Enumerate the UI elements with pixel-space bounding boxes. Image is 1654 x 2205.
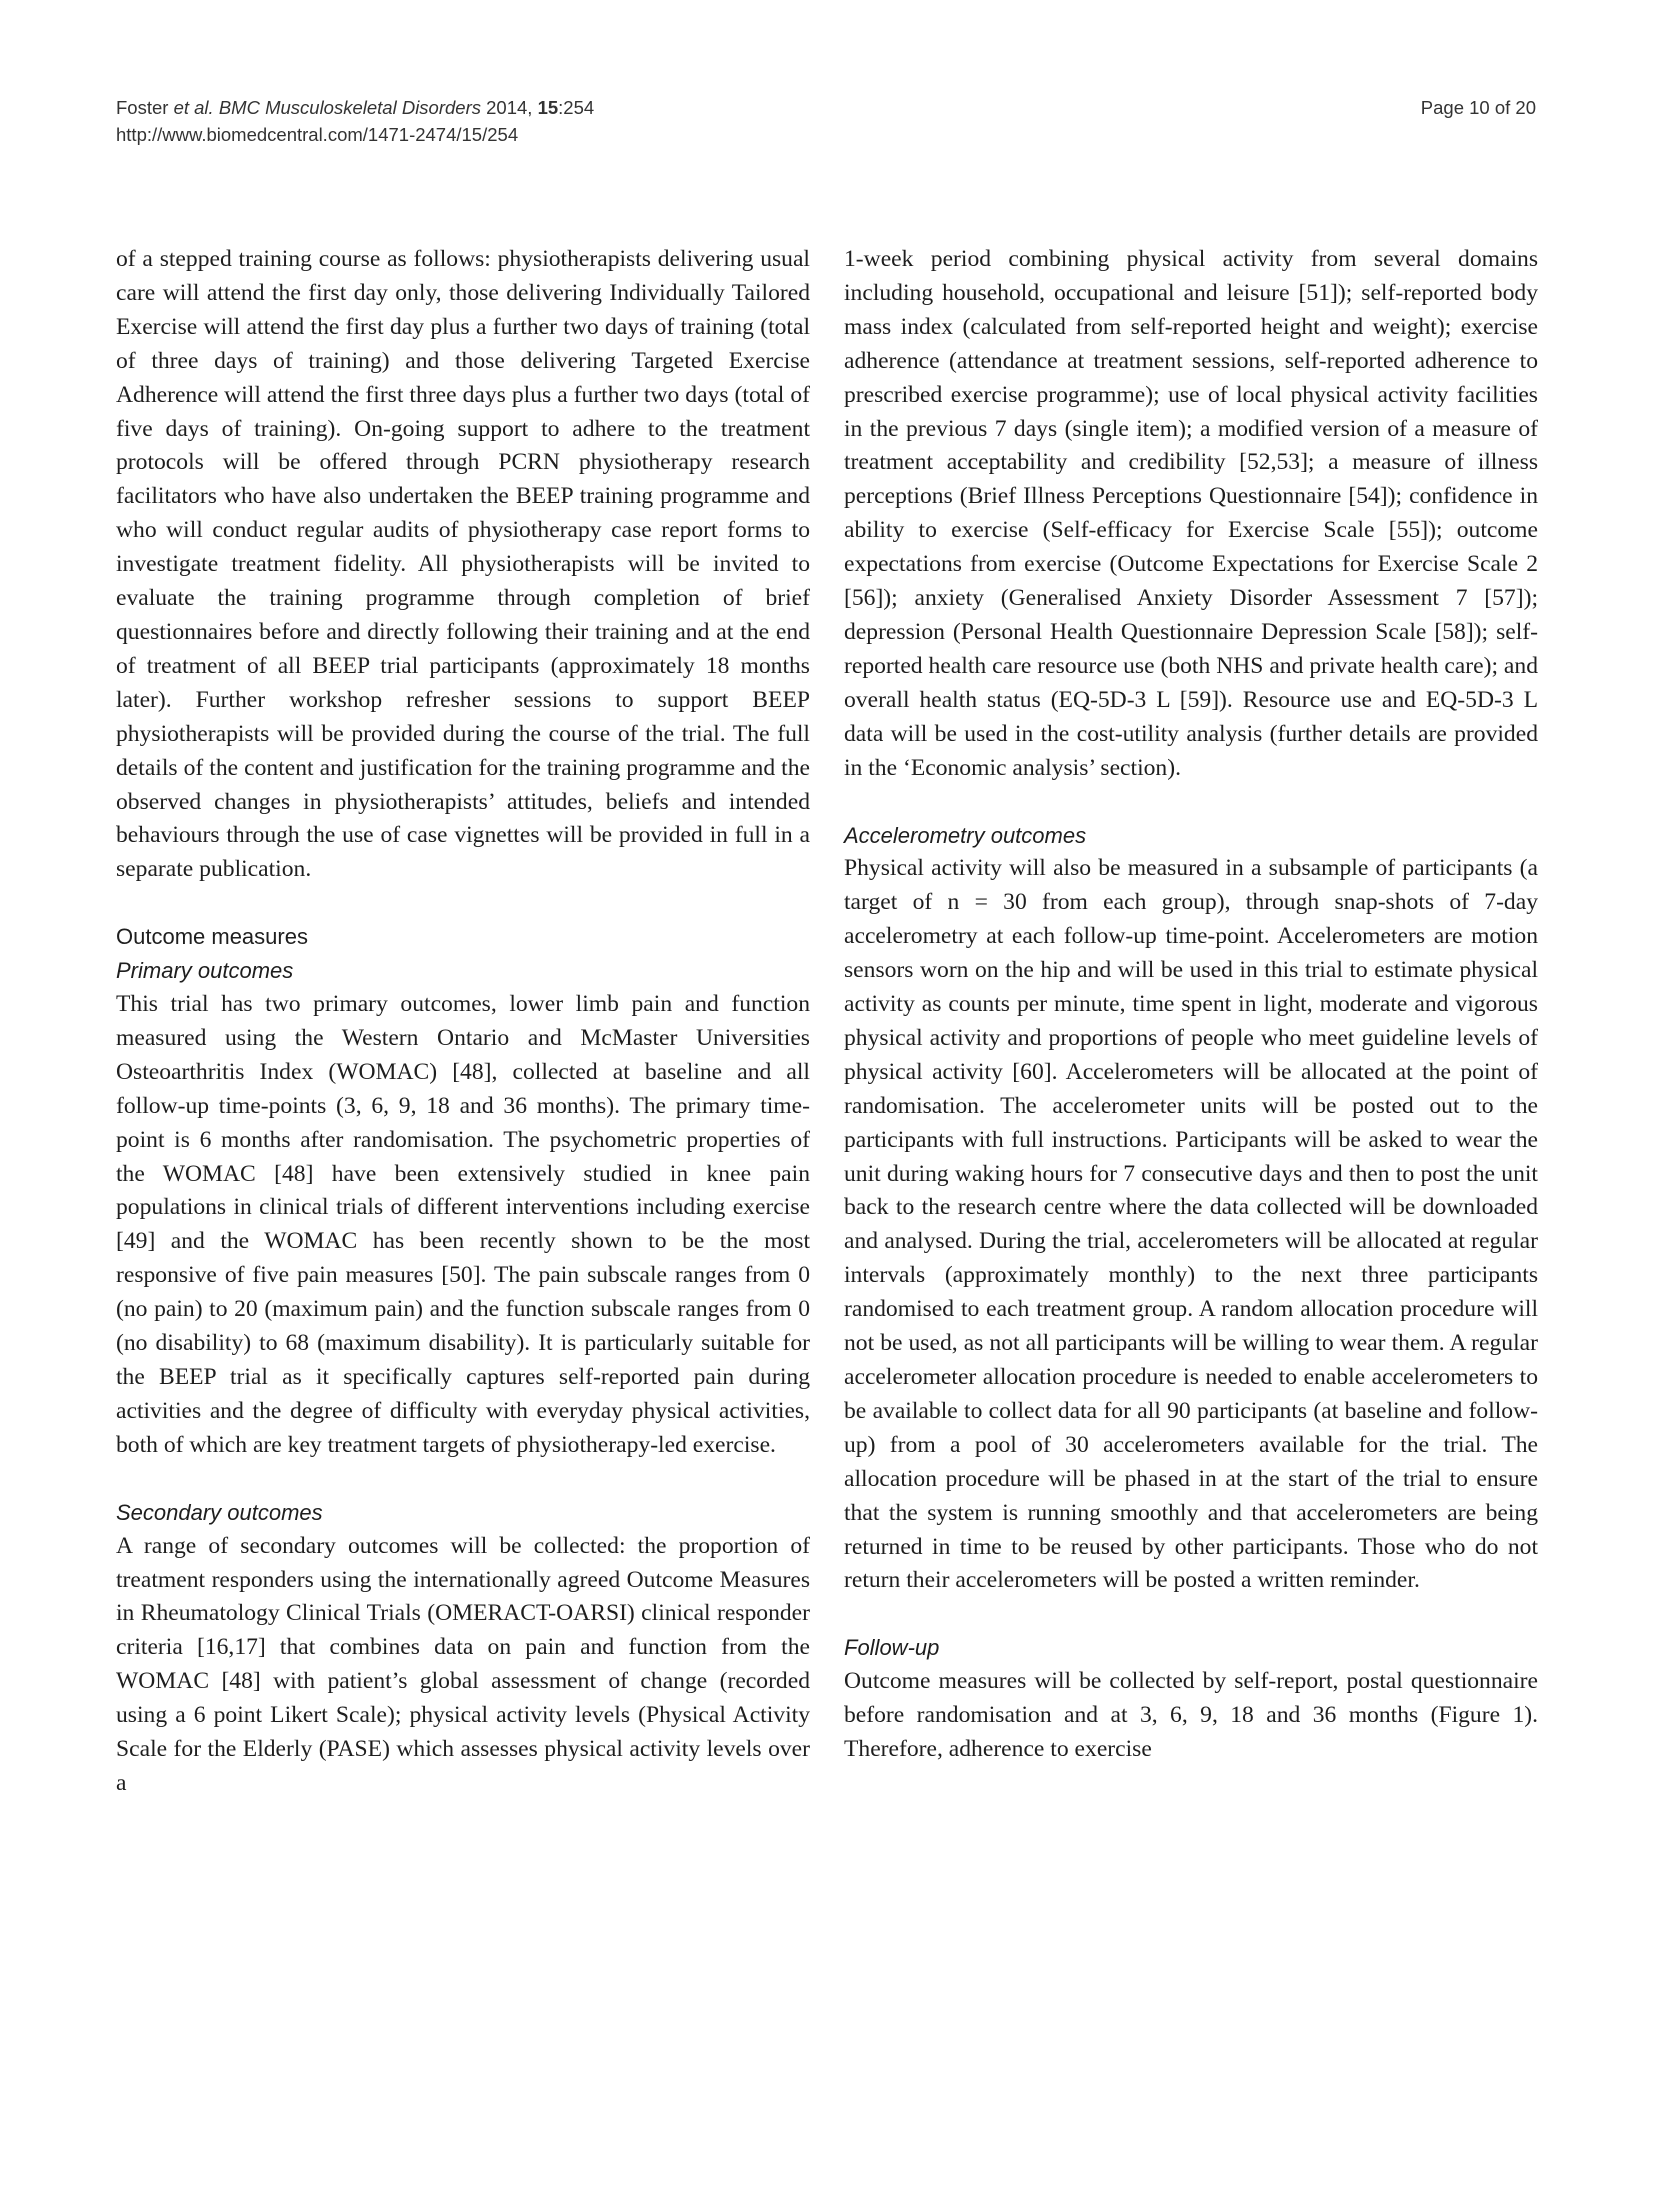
secondary-outcomes-heading: Secondary outcomes	[116, 1499, 323, 1525]
article-number: :254	[558, 97, 595, 118]
citation-block	[116, 94, 1016, 148]
publication-year: 2014,	[481, 97, 538, 118]
outcome-measures-heading: Outcome measures	[116, 924, 308, 950]
journal-name: BMC Musculoskeletal Disorders	[213, 97, 481, 118]
accelerometry-paragraph: Physical activity will also be measured in a subsample of participants (a target of n = 30 from each group), through snap-shots of 7-day accelerometry at each follow-up time-point. Accelerometers are motion sensors worn on the hip and will be used in this trial to estimate physical activity as counts per minute, time spent in light, moderate and vigorous physical activity and proportions of people who meet guideline levels of physical activity [60]. Accelerometers will be allocated at the point of randomisation. The accelerometer units will be posted out to the participants with full instructions. Participants will be asked to wear the unit during waking hours for 7 consecutive days and then to post the unit back to the research centre where the data collected will be downloaded and analysed. During the trial, accelerometers will be allocated at regular intervals (approximately monthly) to the next three participants randomised to each treatment group. A random allocation procedure will not be used, as not all participants will be willing to wear them. A regular accelerometer allocation procedure is needed to enable accelerometers to be available to collect data for all 90 participants (at baseline and follow-up) from a pool of 30 accelerometers available for the trial. The allocation procedure will be phased in at the start of the trial to ensure that the system is running smoothly and that accelerometers are being returned in time to be reused by other participants. Those who do not return their accelerometers will be posted a written reminder.	[844, 855, 1538, 1594]
primary-outcomes-heading: Primary outcomes	[116, 958, 294, 984]
follow-up-heading: Follow-up	[844, 1635, 940, 1661]
article-url[interactable]: http://www.biomedcentral.com/1471-2474/15/254	[116, 124, 519, 145]
follow-up-paragraph: Outcome measures will be collected by self-report, postal questionnaire before randomisation and at 3, 6, 9, 18 and 36 months (Figure 1). Therefore, adherence to exercise	[844, 1668, 1538, 1763]
secondary-outcomes-paragraph: A range of secondary outcomes will be collected: the proportion of treatment responders using the internationally agreed Outcome Measures in Rheumatology Clinical Trials (OMERACT-OARSI) clinical responder criteria [16,17] that combines data on pain and function from the WOMAC [48] with patient’s global assessment of change (recorded using a 6 point Likert Scale); physical activity levels (Physical Activity Scale for the Elderly (PASE) which assesses physical activity levels over a	[116, 1532, 810, 1796]
primary-outcomes-paragraph: This trial has two primary outcomes, lower limb pain and function measured using the Western Ontario and McMaster Universities Osteoarthritis Index (WOMAC) [48], collected at baseline and all follow-up time-points (3, 6, 9, 18 and 36 months). The primary time-point is 6 months after randomisation. The psychometric properties of the WOMAC [48] have been extensively studied in knee pain populations in clinical trials of different interventions including exercise [49] and the WOMAC has been recently shown to be the most responsive of five pain measures [50]. The pain subscale ranges from 0 (no pain) to 20 (maximum pain) and the function subscale ranges from 0 (no disability) to 68 (maximum disability). It is particularly suitable for the BEEP trial as it specifically captures self-reported pain during activities and the degree of difficulty with everyday physical activities, both of which are key treatment targets of physiotherapy-led exercise.	[116, 991, 810, 1458]
secondary-outcomes-continued-paragraph: 1-week period combining physical activity from several domains including household, occupational and leisure [51]); self-reported body mass index (calculated from self-reported height and weight); exercise adherence (attendance at treatment sessions, self-reported adherence to prescribed exercise programme); use of local physical activity facilities in the previous 7 days (single item); a modified version of a measure of treatment acceptability and credibility [52,53]; a measure of illness perceptions (Brief Illness Perceptions Questionnaire [54]); confidence in ability to exercise (Self-efficacy for Exercise Scale [55]); outcome expectations from exercise (Outcome Expectations for Exercise Scale 2 [56]); anxiety (Generalised Anxiety Disorder Assessment 7 [57]); depression (Personal Health Questionnaire Depression Scale [58]); self-reported health care resource use (both NHS and private health care); and overall health status (EQ-5D-3 L [59]). Resource use and EQ-5D-3 L data will be used in the cost-utility analysis (further details are provided in the ‘Economic analysis’ section).	[844, 246, 1538, 781]
et-al: et al.	[173, 97, 214, 118]
right-column	[844, 243, 1538, 1767]
volume-number: 15	[537, 97, 559, 118]
citation-line	[116, 94, 1016, 121]
training-paragraph: of a stepped training course as follows: physiotherapists delivering usual care will attend the first day only, those delivering Individually Tailored Exercise will attend the first day plus a further two days of training (total of three days of training) and those delivering Targeted Exercise Adherence will attend the first three days plus a further two days (total of five days of training). On-going support to adhere to the treatment protocols will be offered through PCRN physiotherapy research facilitators who have also undertaken the BEEP training programme and who will conduct regular audits of physiotherapy case report forms to investigate treatment fidelity. All physiotherapists will be invited to evaluate the training programme through completion of brief questionnaires before and directly following their training and at the end of treatment of all BEEP trial participants (approximately 18 months later). Further workshop refresher sessions to support BEEP physiotherapists will be provided during the course of the trial. The full details of the content and justification for the training programme and the observed changes in physiotherapists’ attitudes, beliefs and intended behaviours through the use of case vignettes will be provided in full in a separate publication.	[116, 246, 810, 883]
authors: Foster	[116, 97, 174, 118]
page-number: Page 10 of 20	[1420, 97, 1536, 118]
left-column	[116, 243, 810, 1801]
accelerometry-outcomes-heading: Accelerometry outcomes	[844, 822, 1087, 848]
